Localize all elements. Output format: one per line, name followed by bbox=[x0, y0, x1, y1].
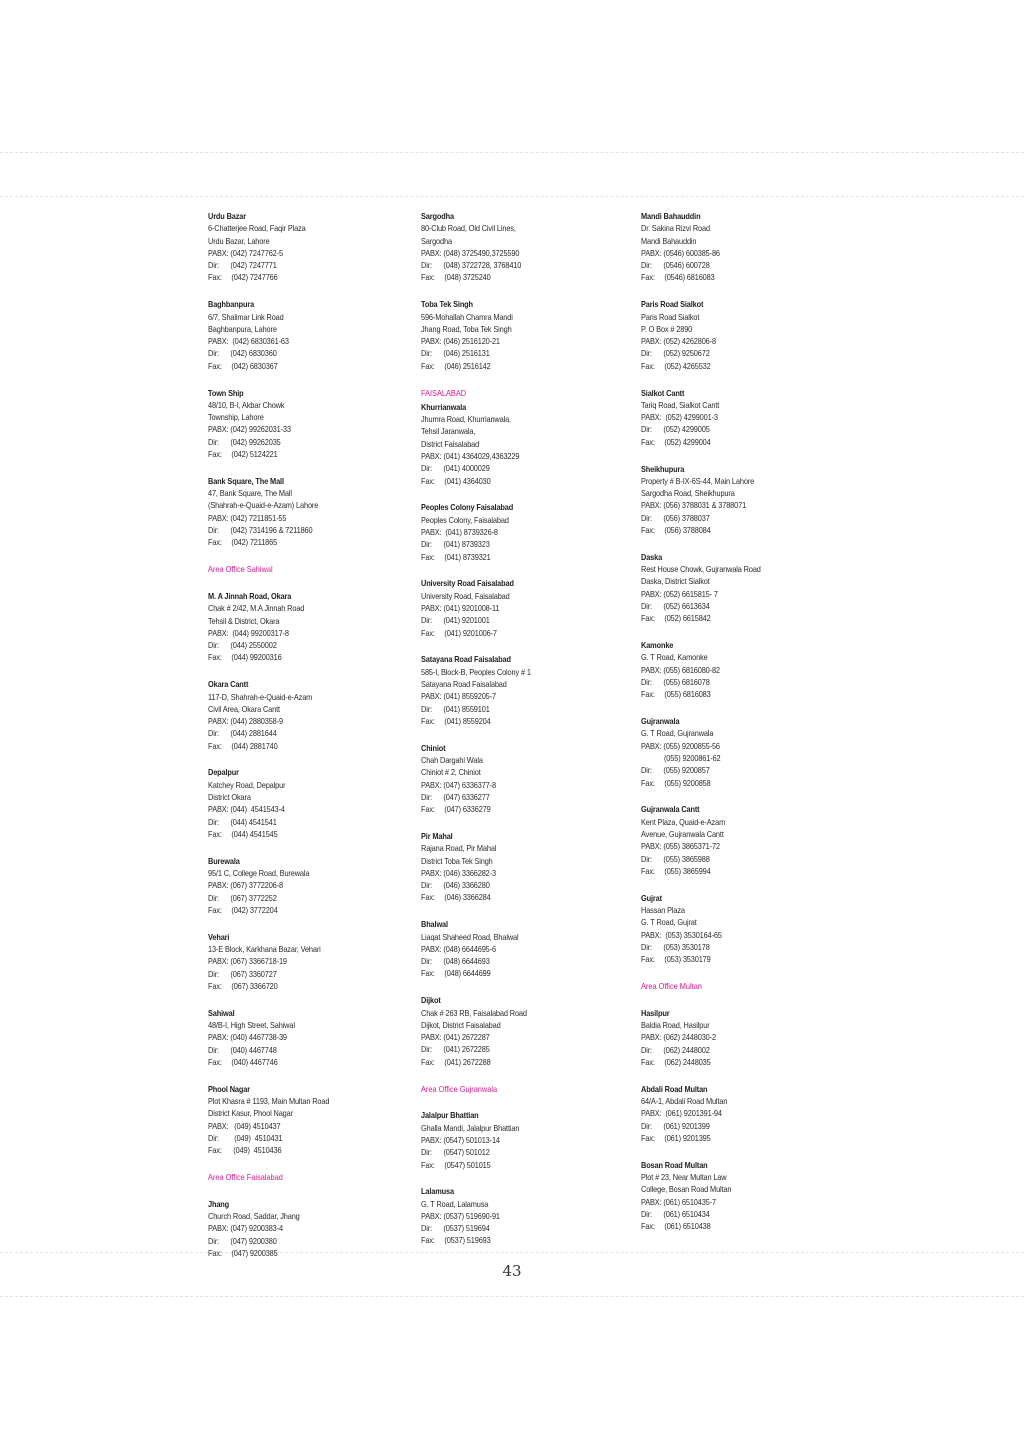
branch-detail-line: Fax: (042) 3772204 bbox=[208, 904, 278, 915]
branch-entry bbox=[208, 1083, 403, 1157]
branch-detail-line: Mandi Bahauddin bbox=[641, 235, 697, 246]
branch-detail-line: 95/1 C, College Road, Burewala bbox=[208, 868, 310, 879]
branch-entry bbox=[641, 1083, 836, 1144]
branch-detail-line: Baldia Road, Hasilpur bbox=[641, 1020, 710, 1031]
branch-detail-line: PABX: (062) 2448030-2 bbox=[641, 1032, 716, 1043]
branch-detail-line: 80-Club Road, Old Civil Lines, bbox=[421, 223, 516, 234]
branch-entry bbox=[208, 298, 403, 372]
branch-detail-line: Chiniot # 2, Chiniot bbox=[421, 767, 481, 778]
branch-detail-line: Katchey Road, Depalpur bbox=[208, 779, 286, 790]
branch-detail-line: Dir: (040) 4467748 bbox=[208, 1044, 277, 1055]
branch-detail-line: Dir: (048) 6644693 bbox=[421, 956, 490, 967]
branch-detail-line: Dir: (041) 4000029 bbox=[421, 463, 490, 474]
branch-name: Baghbanpura bbox=[208, 299, 255, 310]
branch-detail-line: PABX: (067) 3772206-8 bbox=[208, 880, 283, 891]
branch-detail-line: PABX: (055) 6816080-82 bbox=[641, 664, 720, 675]
branch-detail-line: Chak # 2/42, M.A Jinnah Road bbox=[208, 603, 305, 614]
branch-entry bbox=[421, 298, 616, 372]
branch-detail-line: University Road, Faisalabad bbox=[421, 590, 510, 601]
branch-detail-line: Fax: (046) 3366284 bbox=[421, 892, 491, 903]
branch-detail-line: Dir: (044) 4541541 bbox=[208, 816, 277, 827]
branch-detail-line: Jhang Road, Toba Tek Singh bbox=[421, 323, 512, 334]
branch-name: Pir Mahal bbox=[421, 830, 453, 841]
branch-entry bbox=[208, 1198, 403, 1259]
branch-detail-line: Fax: (055) 3865994 bbox=[641, 865, 711, 876]
branch-name: M. A Jinnah Road, Okara bbox=[208, 590, 292, 601]
branch-name: Burewala bbox=[208, 855, 240, 866]
branch-detail-line: District Faisalabad bbox=[421, 438, 480, 449]
branch-detail-line: Peoples Colony, Faisalabad bbox=[421, 514, 509, 525]
branch-detail-line: Dir: (047) 6336277 bbox=[421, 791, 490, 802]
branch-detail-line: PABX: (044) 2880358-9 bbox=[208, 716, 283, 727]
branch-detail-line: Dir: (041) 9201001 bbox=[421, 615, 490, 626]
branch-detail-line: Dir: (042) 7247771 bbox=[208, 260, 277, 271]
branch-detail-line: Fax: (041) 8739321 bbox=[421, 551, 491, 562]
branch-name: Chiniot bbox=[421, 742, 446, 753]
branch-name: Vehari bbox=[208, 931, 230, 942]
branch-detail-line: Plot Khasra # 1193, Main Multan Road bbox=[208, 1096, 330, 1107]
branch-detail-line: PABX: (056) 3788031 & 3788071 bbox=[641, 500, 747, 511]
branch-detail-line: District Kasur, Phool Nagar bbox=[208, 1108, 293, 1119]
branch-name: Sargodha bbox=[421, 211, 454, 221]
branch-detail-line: Paris Road Sialkot bbox=[641, 311, 700, 322]
branch-detail-line: Fax: (062) 2448035 bbox=[641, 1056, 711, 1067]
branch-detail-line: Dir: (041) 8559101 bbox=[421, 703, 490, 714]
branch-detail-line: Chah Dargahi Wala bbox=[421, 754, 483, 765]
branch-detail-line: Plot # 23, Near Multan Law bbox=[641, 1172, 727, 1182]
branch-detail-line: Fax: (061) 9201395 bbox=[641, 1132, 711, 1143]
branch-name: Okara Cantt bbox=[208, 679, 249, 690]
branch-name: Peoples Colony Faisalabad bbox=[421, 502, 514, 513]
branch-detail-line: Fax: (0537) 519693 bbox=[421, 1235, 491, 1246]
branch-detail-line: Dir: (061) 9201399 bbox=[641, 1120, 710, 1131]
branch-name: Toba Tek Singh bbox=[421, 299, 473, 310]
branch-name: Phool Nagar bbox=[208, 1083, 250, 1094]
branch-name: Gujranwala bbox=[641, 716, 680, 727]
branch-detail-line: Dir: (056) 3788037 bbox=[641, 512, 710, 523]
branch-detail-line: G. T Road, Kamonke bbox=[641, 652, 708, 663]
branch-detail-line: PABX: (040) 4467738-39 bbox=[208, 1032, 287, 1043]
branch-detail-line: Fax: (048) 6644699 bbox=[421, 968, 491, 979]
branch-detail-line: Church Road, Saddar, Jhang bbox=[208, 1211, 300, 1222]
branch-detail-line: PABX: (0546) 600385-86 bbox=[641, 247, 720, 258]
branch-detail-line: PABX: (0537) 519690-91 bbox=[421, 1210, 500, 1221]
branch-detail-line: PABX: (047) 9200383-4 bbox=[208, 1223, 283, 1234]
branch-detail-line: 6/7, Shalimar Link Road bbox=[208, 311, 284, 322]
branch-detail-line: Fax: (042) 6830367 bbox=[208, 360, 278, 371]
branch-name: Depalpur bbox=[208, 767, 239, 778]
area-office-heading: Area Office Faisalabad bbox=[208, 1172, 283, 1182]
branch-detail-line: PABX: (061) 9201391-94 bbox=[641, 1108, 722, 1119]
branch-entry bbox=[641, 1007, 836, 1068]
branch-detail-line: G. T Road, Gujranwala bbox=[641, 728, 714, 739]
branch-detail-line: PABX: (0547) 501013-14 bbox=[421, 1134, 500, 1145]
branch-detail-line: Dir: (061) 6510434 bbox=[641, 1208, 710, 1219]
branch-detail-line: Dir: (067) 3360727 bbox=[208, 968, 277, 979]
branch-detail-line: 13-E Block, Karkhana Bazar, Vehari bbox=[208, 944, 321, 955]
branch-name: Sheikhupura bbox=[641, 463, 685, 474]
branch-detail-line: Chak # 263 RB, Faisalabad Road bbox=[421, 1007, 527, 1018]
branch-detail-line: (Shahrah-e-Quaid-e-Azam) Lahore bbox=[208, 500, 319, 511]
branch-name: Paris Road Sialkot bbox=[641, 299, 704, 310]
branch-detail-line: District Okara bbox=[208, 792, 251, 803]
branch-name: Jhang bbox=[208, 1198, 230, 1209]
branch-detail-line: Satayana Road Faisalabad bbox=[421, 679, 507, 689]
branch-detail-line: PABX: (041) 9201008-11 bbox=[421, 603, 500, 614]
branch-detail-line: Tehsil Jaranwala, bbox=[421, 426, 476, 437]
branch-detail-line: G. T Road, Gujrat bbox=[641, 917, 697, 928]
branch-detail-line: Fax: (046) 2516142 bbox=[421, 360, 491, 371]
branch-entry bbox=[641, 715, 836, 789]
branch-entry bbox=[208, 766, 403, 840]
branch-detail-line: Fax: (061) 6510438 bbox=[641, 1221, 711, 1232]
branch-detail-line: PABX: (041) 2672287 bbox=[421, 1032, 490, 1043]
branch-detail-line: 64/A-1, Abdali Road Multan bbox=[641, 1096, 728, 1107]
branch-detail-line: Sargodha bbox=[421, 235, 452, 246]
branch-entry bbox=[641, 1159, 836, 1233]
branch-detail-line: Fax: (047) 9200385 bbox=[208, 1247, 278, 1258]
branch-name: Dijkot bbox=[421, 995, 441, 1006]
branch-detail-line: Fax: (052) 4299004 bbox=[641, 436, 711, 447]
branch-detail-line: PABX: (041) 8739326-8 bbox=[421, 527, 498, 538]
branch-detail-line: Avenue, Gujranwala Cantt bbox=[641, 828, 724, 839]
branch-entry bbox=[641, 551, 836, 625]
branch-detail-line: Dir: (047) 9200380 bbox=[208, 1235, 277, 1246]
branch-detail-line: PABX: (046) 2516120-21 bbox=[421, 336, 500, 347]
branch-detail-line: 47, Bank Square, The Mall bbox=[208, 488, 292, 499]
branch-detail-line: PABX: (042) 99262031-33 bbox=[208, 424, 291, 435]
branch-detail-line: Fax: (044) 99200316 bbox=[208, 652, 282, 663]
branch-detail-line: PABX: (055) 9200855-56 bbox=[641, 740, 720, 751]
branch-detail-line: Dir: (055) 6816078 bbox=[641, 677, 710, 687]
branch-name: University Road Faisalabad bbox=[421, 578, 514, 589]
branch-detail-line: 48/B-I, High Street, Sahiwal bbox=[208, 1020, 295, 1031]
branch-entry bbox=[641, 639, 836, 700]
branch-detail-line: P. O Box # 2890 bbox=[641, 323, 693, 334]
branch-entry bbox=[208, 931, 403, 992]
branch-detail-line: Fax: (0546) 6816083 bbox=[641, 272, 715, 283]
branch-name: Sialkot Cantt bbox=[641, 387, 685, 398]
branch-detail-line: Jhumra Road, Khurrianwala, bbox=[421, 414, 511, 425]
branch-detail-line: Fax: (049) 4510436 bbox=[208, 1145, 282, 1156]
branch-detail-line: Fax: (042) 7247766 bbox=[208, 272, 278, 283]
branch-name: Bank Square, The Mall bbox=[208, 475, 284, 486]
branch-detail-line: Civil Area, Okara Cantt bbox=[208, 703, 280, 714]
branch-detail-line: Dir: (044) 2881644 bbox=[208, 728, 277, 739]
branch-name: Kamonke bbox=[641, 640, 674, 651]
bottom-guide-line bbox=[0, 1296, 1024, 1297]
top-guide-line bbox=[0, 196, 1024, 197]
branch-detail-line: (055) 9200861-62 bbox=[641, 752, 721, 763]
branch-entry bbox=[641, 298, 836, 372]
branch-entry bbox=[641, 210, 836, 284]
branch-detail-line: Dir: (067) 3772252 bbox=[208, 892, 277, 903]
branch-detail-line: Fax: (040) 4467746 bbox=[208, 1056, 278, 1067]
branch-name: Urdu Bazar bbox=[208, 211, 247, 221]
branch-name: Gujranwala Cantt bbox=[641, 804, 700, 815]
branch-detail-line: 596-Mohallah Chamra Mandi bbox=[421, 311, 513, 322]
branch-detail-line: Dir: (042) 7314196 & 7211860 bbox=[208, 525, 313, 536]
branch-detail-line: Fax: (052) 6615842 bbox=[641, 613, 711, 624]
branch-detail-line: Dir: (052) 4299005 bbox=[641, 424, 710, 435]
branch-column-2 bbox=[421, 210, 616, 1261]
branch-detail-line: Dir: (0537) 519694 bbox=[421, 1223, 490, 1234]
branch-entry bbox=[641, 387, 836, 448]
branch-detail-line: Fax: (055) 9200858 bbox=[641, 777, 711, 788]
branch-detail-line: Urdu Bazar, Lahore bbox=[208, 235, 270, 246]
branch-entry bbox=[421, 994, 616, 1068]
branch-name: Daska bbox=[641, 551, 663, 562]
branch-entry bbox=[421, 501, 616, 562]
branch-detail-line: PABX: (042) 6830361-63 bbox=[208, 336, 289, 347]
branch-entry bbox=[421, 210, 616, 284]
branch-detail-line: PABX: (047) 6336377-8 bbox=[421, 779, 496, 790]
branch-detail-line: District Toba Tek Singh bbox=[421, 855, 493, 866]
branch-detail-line: Dir: (041) 8739323 bbox=[421, 539, 490, 550]
branch-detail-line: Dir: (044) 2550002 bbox=[208, 640, 277, 651]
branch-detail-line: Dir: (042) 99262035 bbox=[208, 436, 281, 447]
branch-name: Hasilpur bbox=[641, 1007, 670, 1018]
branch-detail-line: Fax: (053) 3530179 bbox=[641, 954, 711, 965]
branch-detail-line: Dir: (041) 2672285 bbox=[421, 1044, 490, 1055]
branch-detail-line: PABX: (055) 3865371-72 bbox=[641, 841, 720, 852]
branch-detail-line: Fax: (067) 3366720 bbox=[208, 980, 278, 991]
branch-detail-line: Fax: (052) 4265532 bbox=[641, 360, 711, 371]
branch-detail-line: Fax: (041) 2672288 bbox=[421, 1056, 491, 1067]
branch-detail-line: Fax: (041) 9201006-7 bbox=[421, 627, 497, 638]
branch-entry bbox=[208, 855, 403, 916]
branch-detail-line: Liaqat Shaheed Road, Bhalwal bbox=[421, 931, 519, 942]
branch-column-3 bbox=[641, 210, 836, 1247]
branch-detail-line: PABX: (042) 7211851-55 bbox=[208, 512, 287, 523]
branch-detail-line: Dir: (055) 9200857 bbox=[641, 765, 710, 776]
branch-name: Mandi Bahauddin bbox=[641, 211, 701, 221]
branch-detail-line: Rest House Chowk, Gujranwala Road bbox=[641, 564, 761, 575]
branch-detail-line: PABX: (041) 4364029,4363229 bbox=[421, 451, 520, 462]
branch-detail-line: Ghalla Mandi, Jalalpur Bhattian bbox=[421, 1122, 520, 1133]
branch-name: Bosan Road Multan bbox=[641, 1159, 708, 1170]
branch-detail-line: Fax: (042) 5124221 bbox=[208, 449, 278, 460]
branch-detail-line: PABX: (042) 7247762-5 bbox=[208, 247, 283, 258]
branch-entry bbox=[421, 742, 616, 816]
branch-detail-line: Tehsil & District, Okara bbox=[208, 615, 280, 626]
branch-detail-line: Dir: (062) 2448002 bbox=[641, 1044, 710, 1055]
branch-detail-line: Sargodha Road, Sheikhupura bbox=[641, 488, 735, 499]
area-office-heading: Area Office Gujranwala bbox=[421, 1083, 498, 1094]
branch-entry bbox=[208, 1007, 403, 1068]
branch-name: Gujrat bbox=[641, 892, 662, 903]
branch-detail-line: PABX: (048) 6644695-6 bbox=[421, 943, 496, 954]
branch-detail-line: Rajana Road, Pir Mahal bbox=[421, 843, 497, 854]
branch-detail-line: PABX: (067) 3366718-19 bbox=[208, 956, 287, 967]
branch-detail-line: PABX: (052) 4299001-3 bbox=[641, 412, 718, 423]
branch-detail-line: Dir: (052) 9250672 bbox=[641, 348, 710, 359]
branch-detail-line: Fax: (044) 2881740 bbox=[208, 740, 278, 751]
branch-entry bbox=[641, 803, 836, 877]
branch-detail-line: Dir: (048) 3722728, 3768410 bbox=[421, 260, 522, 271]
branch-detail-line: Fax: (048) 3725240 bbox=[421, 272, 491, 283]
branch-detail-line: PABX: (052) 6615815- 7 bbox=[641, 588, 718, 599]
branch-detail-line: Fax: (042) 7211865 bbox=[208, 537, 278, 548]
branch-detail-line: PABX: (048) 3725490,3725590 bbox=[421, 247, 520, 258]
branch-detail-line: Dir: (053) 3530178 bbox=[641, 941, 710, 952]
branch-detail-line: Fax: (0547) 501015 bbox=[421, 1159, 491, 1170]
branch-detail-line: 585-I, Block-B, Peoples Colony # 1 bbox=[421, 666, 531, 677]
branch-entry bbox=[208, 210, 403, 284]
branch-detail-line: Fax: (056) 3788084 bbox=[641, 525, 711, 536]
branch-detail-line: PABX: (041) 8559205-7 bbox=[421, 691, 496, 702]
branch-detail-line: Dir: (046) 3366280 bbox=[421, 880, 490, 891]
branch-detail-line: Daska, District Sialkot bbox=[641, 576, 710, 587]
branch-entry bbox=[208, 387, 403, 461]
branch-detail-line: Fax: (055) 6816083 bbox=[641, 689, 711, 700]
branch-name: Bhalwal bbox=[421, 919, 448, 930]
branch-name: Sahiwal bbox=[208, 1007, 235, 1018]
branch-name: Abdali Road Multan bbox=[641, 1083, 708, 1094]
branch-detail-line: Property # B-IX-6S-44, Main Lahore bbox=[641, 475, 755, 486]
branch-detail-line: Dir: (049) 4510431 bbox=[208, 1132, 283, 1143]
branch-detail-line: PABX: (046) 3366282-3 bbox=[421, 867, 496, 878]
branch-entry bbox=[208, 475, 403, 549]
branch-name: Town Ship bbox=[208, 387, 244, 398]
top-guide-line bbox=[0, 152, 1024, 153]
branch-detail-line: Dir: (0547) 501012 bbox=[421, 1147, 490, 1158]
branch-detail-line: College, Bosan Road Multan bbox=[641, 1184, 732, 1195]
branch-detail-line: Dijkot, District Faisalabad bbox=[421, 1019, 501, 1030]
branch-entry bbox=[421, 1109, 616, 1170]
branch-name: Satayana Road Faisalabad bbox=[421, 654, 511, 665]
branch-detail-line: Hassan Plaza bbox=[641, 904, 685, 915]
branch-detail-line: 117-D, Shahrah-e-Quaid-e-Azam bbox=[208, 691, 313, 702]
branch-entry bbox=[421, 1185, 616, 1246]
branch-detail-line: PABX: (053) 3530164-65 bbox=[641, 929, 722, 940]
branch-detail-line: Kent Plaza, Quaid-e-Azam bbox=[641, 816, 726, 827]
branch-detail-line: Dir: (042) 6830360 bbox=[208, 348, 277, 359]
branch-detail-line: Township, Lahore bbox=[208, 412, 264, 423]
branch-entry bbox=[421, 401, 616, 487]
branch-entry bbox=[421, 918, 616, 979]
branch-detail-line: Fax: (041) 8559204 bbox=[421, 715, 491, 726]
branch-detail-line: 6-Chatterjee Road, Faqir Plaza bbox=[208, 223, 306, 234]
page-number: 43 bbox=[502, 1262, 522, 1280]
branch-detail-line: 48/10, B-I, Akbar Chowk bbox=[208, 399, 285, 410]
branch-detail-line: Dir: (052) 6613634 bbox=[641, 601, 710, 612]
branch-detail-line: Tariq Road, Sialkot Cantt bbox=[641, 399, 720, 410]
branch-detail-line: Fax: (044) 4541545 bbox=[208, 828, 278, 839]
branch-detail-line: PABX: (061) 6510435-7 bbox=[641, 1196, 716, 1207]
branch-detail-line: Dir: (0546) 600728 bbox=[641, 260, 710, 271]
branch-entry bbox=[641, 463, 836, 537]
branch-detail-line: Dir: (055) 3865988 bbox=[641, 853, 710, 864]
branch-detail-line: Dr. Sakina Rizvi Road bbox=[641, 223, 710, 234]
branch-name: Lalamusa bbox=[421, 1186, 454, 1197]
branch-entry bbox=[641, 892, 836, 966]
branch-detail-line: Fax: (047) 6336279 bbox=[421, 804, 491, 815]
branch-entry bbox=[421, 830, 616, 904]
branch-entry bbox=[208, 678, 403, 752]
branch-detail-line: G. T Road, Lalamusa bbox=[421, 1198, 489, 1209]
branch-detail-line: PABX: (049) 4510437 bbox=[208, 1120, 281, 1131]
branch-name: Khurrianwala bbox=[421, 401, 467, 412]
branch-name: Jalalpur Bhattian bbox=[421, 1110, 479, 1121]
branch-entry bbox=[208, 590, 403, 664]
branch-entry bbox=[421, 577, 616, 638]
branch-detail-line: Baghbanpura, Lahore bbox=[208, 323, 277, 334]
branch-entry bbox=[421, 653, 616, 727]
region-heading: FAISALABAD bbox=[421, 387, 467, 398]
branch-detail-line: Fax: (041) 4364030 bbox=[421, 475, 491, 486]
branch-detail-line: PABX: (044) 99200317-8 bbox=[208, 627, 289, 638]
branch-detail-line: PABX: (052) 4262806-8 bbox=[641, 336, 716, 347]
branch-column-1 bbox=[208, 210, 403, 1274]
branch-detail-line: PABX: (044) 4541543-4 bbox=[208, 804, 285, 815]
area-office-heading: Area Office Sahiwal bbox=[208, 564, 273, 575]
branch-detail-line: Dir: (046) 2516131 bbox=[421, 348, 490, 359]
area-office-heading: Area Office Multan bbox=[641, 980, 702, 991]
